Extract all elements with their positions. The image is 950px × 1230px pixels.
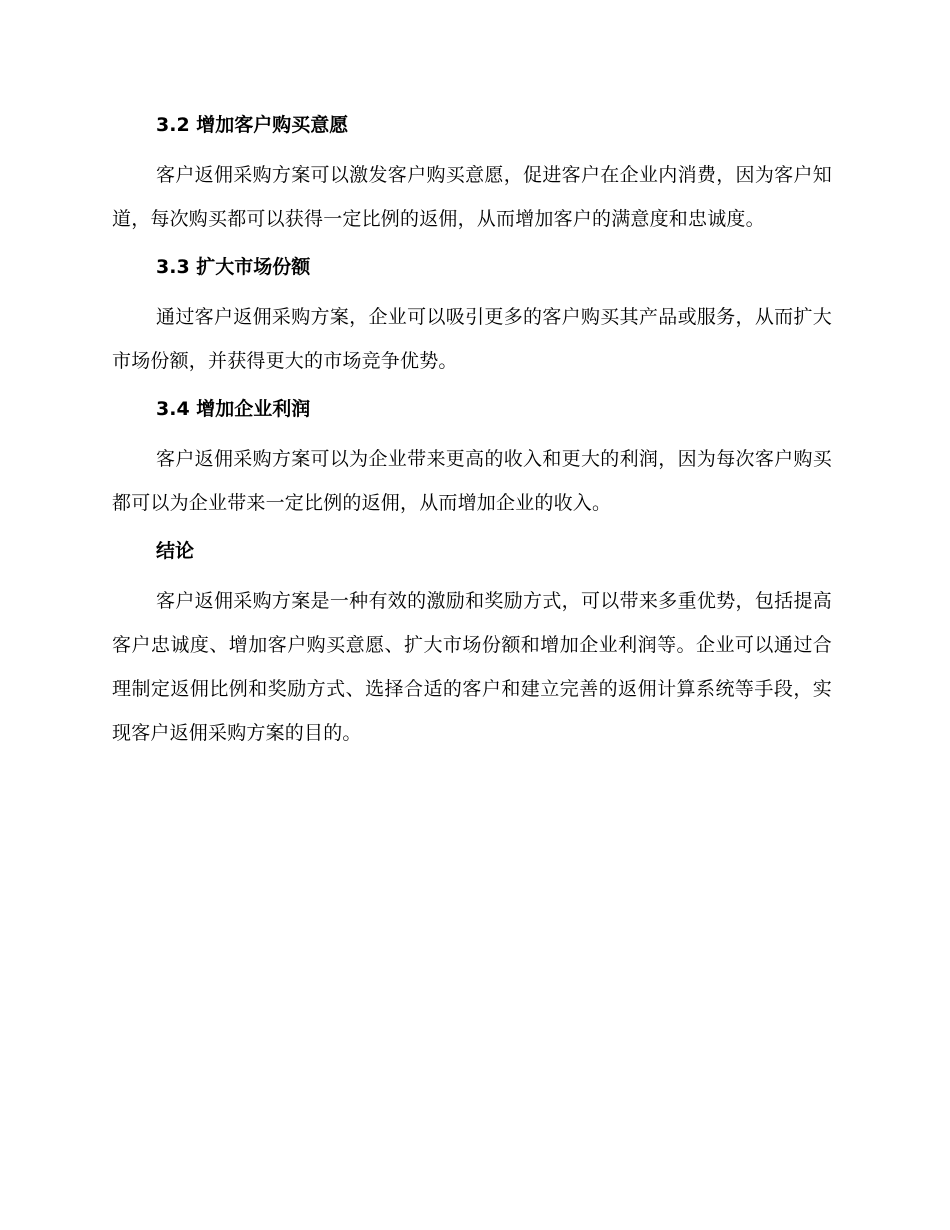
- section-heading-3-4: 3.4 增加企业利润: [156, 398, 311, 420]
- section-body-3-2: 客户返佣采购方案可以激发客户购买意愿，促进客户在企业内消费，因为客户知道，每次购买都可以获得一定比例的返佣，从而增加客户的满意度和忠诚度。: [112, 164, 832, 230]
- section-body-conclusion: 客户返佣采购方案是一种有效的激励和奖励方式，可以带来多重优势，包括提高客户忠诚度、增加客户购买意愿、扩大市场份额和增加企业利润等。企业可以通过合理制定返佣比例和奖励方式、选择合适的客户和建立完善的返佣计算系统等手段，实现客户返佣采购方案的目的。: [112, 590, 832, 744]
- section-body-3-4: 客户返佣采购方案可以为企业带来更高的收入和更大的利润，因为每次客户购买都可以为企业带来一定比例的返佣，从而增加企业的收入。: [112, 448, 832, 514]
- section-heading-conclusion: 结论: [156, 540, 195, 562]
- section-heading-3-2: 3.2 增加客户购买意愿: [156, 114, 349, 136]
- section-heading-3-3: 3.3 扩大市场份额: [156, 256, 311, 278]
- document-page: [112, 110, 832, 766]
- section-body-3-3: 通过客户返佣采购方案，企业可以吸引更多的客户购买其产品或服务，从而扩大市场份额，并获得更大的市场竞争优势。: [112, 306, 832, 372]
